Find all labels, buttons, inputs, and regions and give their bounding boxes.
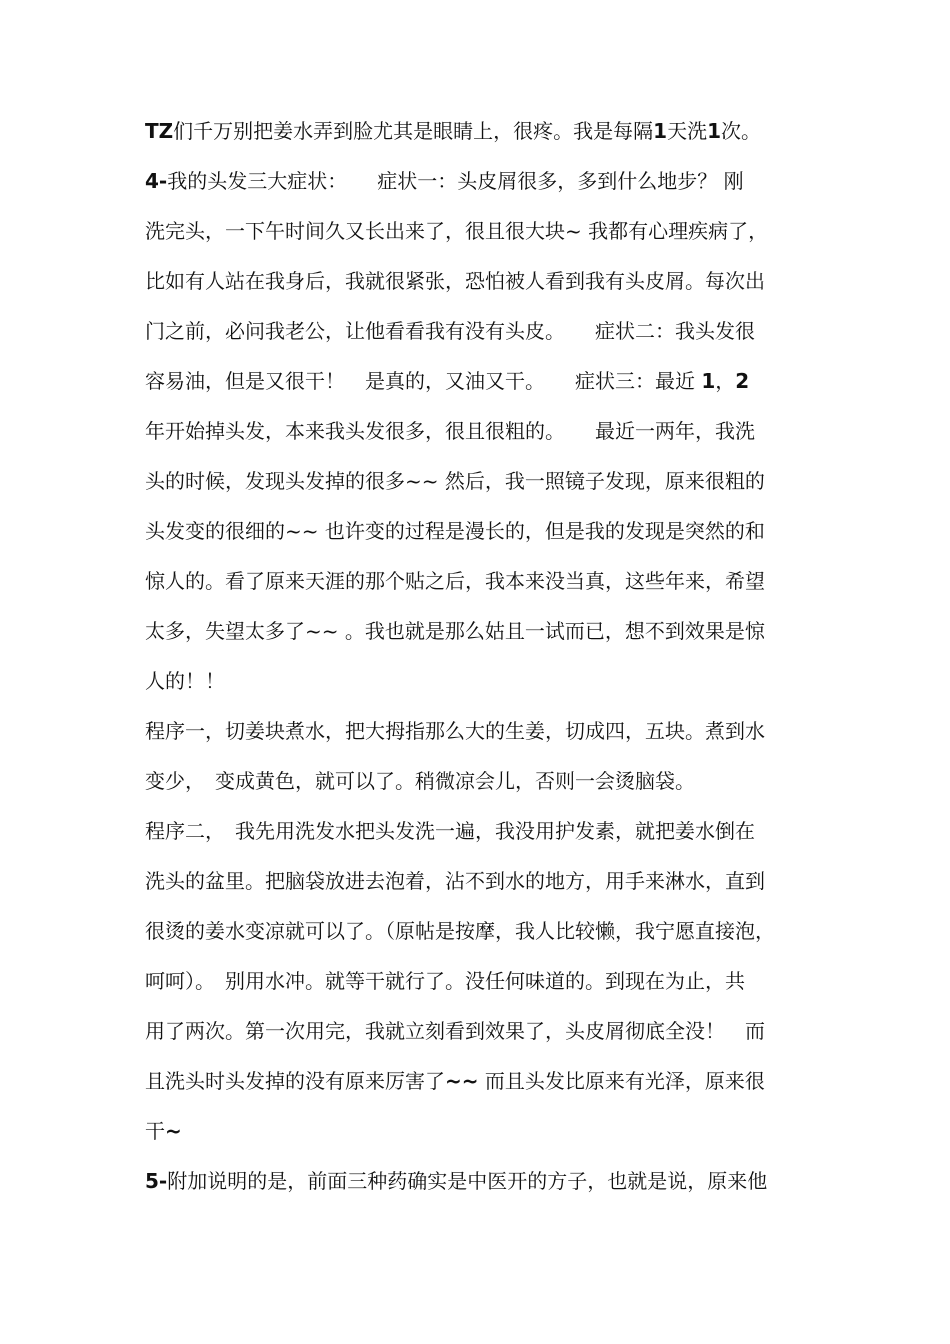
text-segment: 洗头的盆里。把脑袋放进去泡着，沾不到水的地方，用手来淋水，直到 [145, 869, 765, 893]
text-line [145, 467, 810, 495]
text-line [145, 217, 810, 245]
text-line [145, 1017, 810, 1045]
text-line [145, 717, 810, 745]
text-line [145, 517, 810, 545]
text-segment: 干 [145, 1119, 165, 1143]
text-segment: ~~ [445, 1069, 479, 1093]
text-segment: 容易油，但是又很干！ 是真的，又油又干。 症状三：最近 [145, 369, 702, 393]
text-segment: 们千万别把姜水弄到脸尤其是眼睛上，很疼。我是每隔 [173, 119, 654, 143]
text-segment: 头的时候，发现头发掉的很多~~ 然后，我一照镜子发现，原来很粗的 [145, 469, 765, 493]
text-segment: 5- [145, 1169, 168, 1193]
text-line [145, 1117, 810, 1145]
text-segment: 天洗 [667, 119, 708, 143]
text-segment: ， [715, 369, 736, 393]
text-segment: 头发变的很细的~~ 也许变的过程是漫长的，但是我的发现是突然的和 [145, 519, 765, 543]
text-line [145, 767, 810, 795]
text-line [145, 917, 810, 945]
text-line [145, 167, 810, 195]
text-segment: 1 [707, 119, 721, 143]
text-segment: 且洗头时头发掉的没有原来厉害了 [145, 1069, 445, 1093]
text-line [145, 567, 810, 595]
text-segment: 2 [735, 369, 750, 393]
text-segment: 附加说明的是，前面三种药确实是中医开的方子，也就是说，原来他 [167, 1169, 768, 1193]
text-segment: 人的！！ [145, 669, 225, 693]
text-segment: 用了两次。第一次用完，我就立刻看到效果了，头皮屑彻底全没！ 而 [145, 1019, 765, 1043]
text-line [145, 1067, 810, 1095]
text-segment: TZ [145, 119, 174, 143]
text-segment: 呵呵）。 别用水冲。就等干就行了。没任何味道的。到现在为止，共 [145, 969, 745, 993]
text-segment: 我的头发三大症状： 症状一：头皮屑很多，多到什么地步？ 刚 [167, 169, 744, 193]
text-line [145, 1167, 810, 1195]
text-line [145, 117, 810, 145]
text-segment: 门之前，必问我老公，让他看看我有没有头皮。 症状二：我头发很 [145, 319, 755, 343]
text-segment: 程序一，切姜块煮水，把大拇指那么大的生姜，切成四，五块。煮到水 [145, 719, 765, 743]
text-line [145, 817, 810, 845]
text-segment: 惊人的。看了原来天涯的那个贴之后，我本来没当真，这些年来，希望 [145, 569, 765, 593]
text-line [145, 317, 810, 345]
text-line [145, 867, 810, 895]
text-segment: 次。 [721, 119, 761, 143]
text-line [145, 967, 810, 995]
text-line [145, 267, 810, 295]
text-segment: 太多，失望太多了~~ 。我也就是那么姑且一试而已，想不到效果是惊 [145, 619, 765, 643]
text-segment: 而且头发比原来有光泽，原来很 [478, 1069, 765, 1093]
text-segment: 4- [145, 169, 168, 193]
text-segment: 年开始掉头发，本来我头发很多，很且很粗的。 最近一两年，我洗 [145, 419, 755, 443]
text-line [145, 617, 810, 645]
text-segment: 比如有人站在我身后，我就很紧张，恐怕被人看到我有头皮屑。每次出 [145, 269, 765, 293]
text-segment: 变少， 变成黄色，就可以了。稍微凉会儿，否则一会烫脑袋。 [145, 769, 695, 793]
text-line [145, 367, 810, 395]
text-segment: 洗完头，一下午时间久又长出来了，很且很大块~ 我都有心理疾病了， [145, 219, 769, 243]
text-segment: 程序二， 我先用洗发水把头发洗一遍，我没用护发素，就把姜水倒在 [145, 819, 755, 843]
text-line [145, 417, 810, 445]
text-segment: ~ [165, 1119, 182, 1143]
text-line [145, 667, 810, 695]
text-segment: 很烫的姜水变凉就可以了。（原帖是按摩，我人比较懒，我宁愿直接泡， [145, 919, 775, 943]
text-segment: 1 [701, 369, 716, 393]
text-segment: 1 [653, 119, 668, 143]
